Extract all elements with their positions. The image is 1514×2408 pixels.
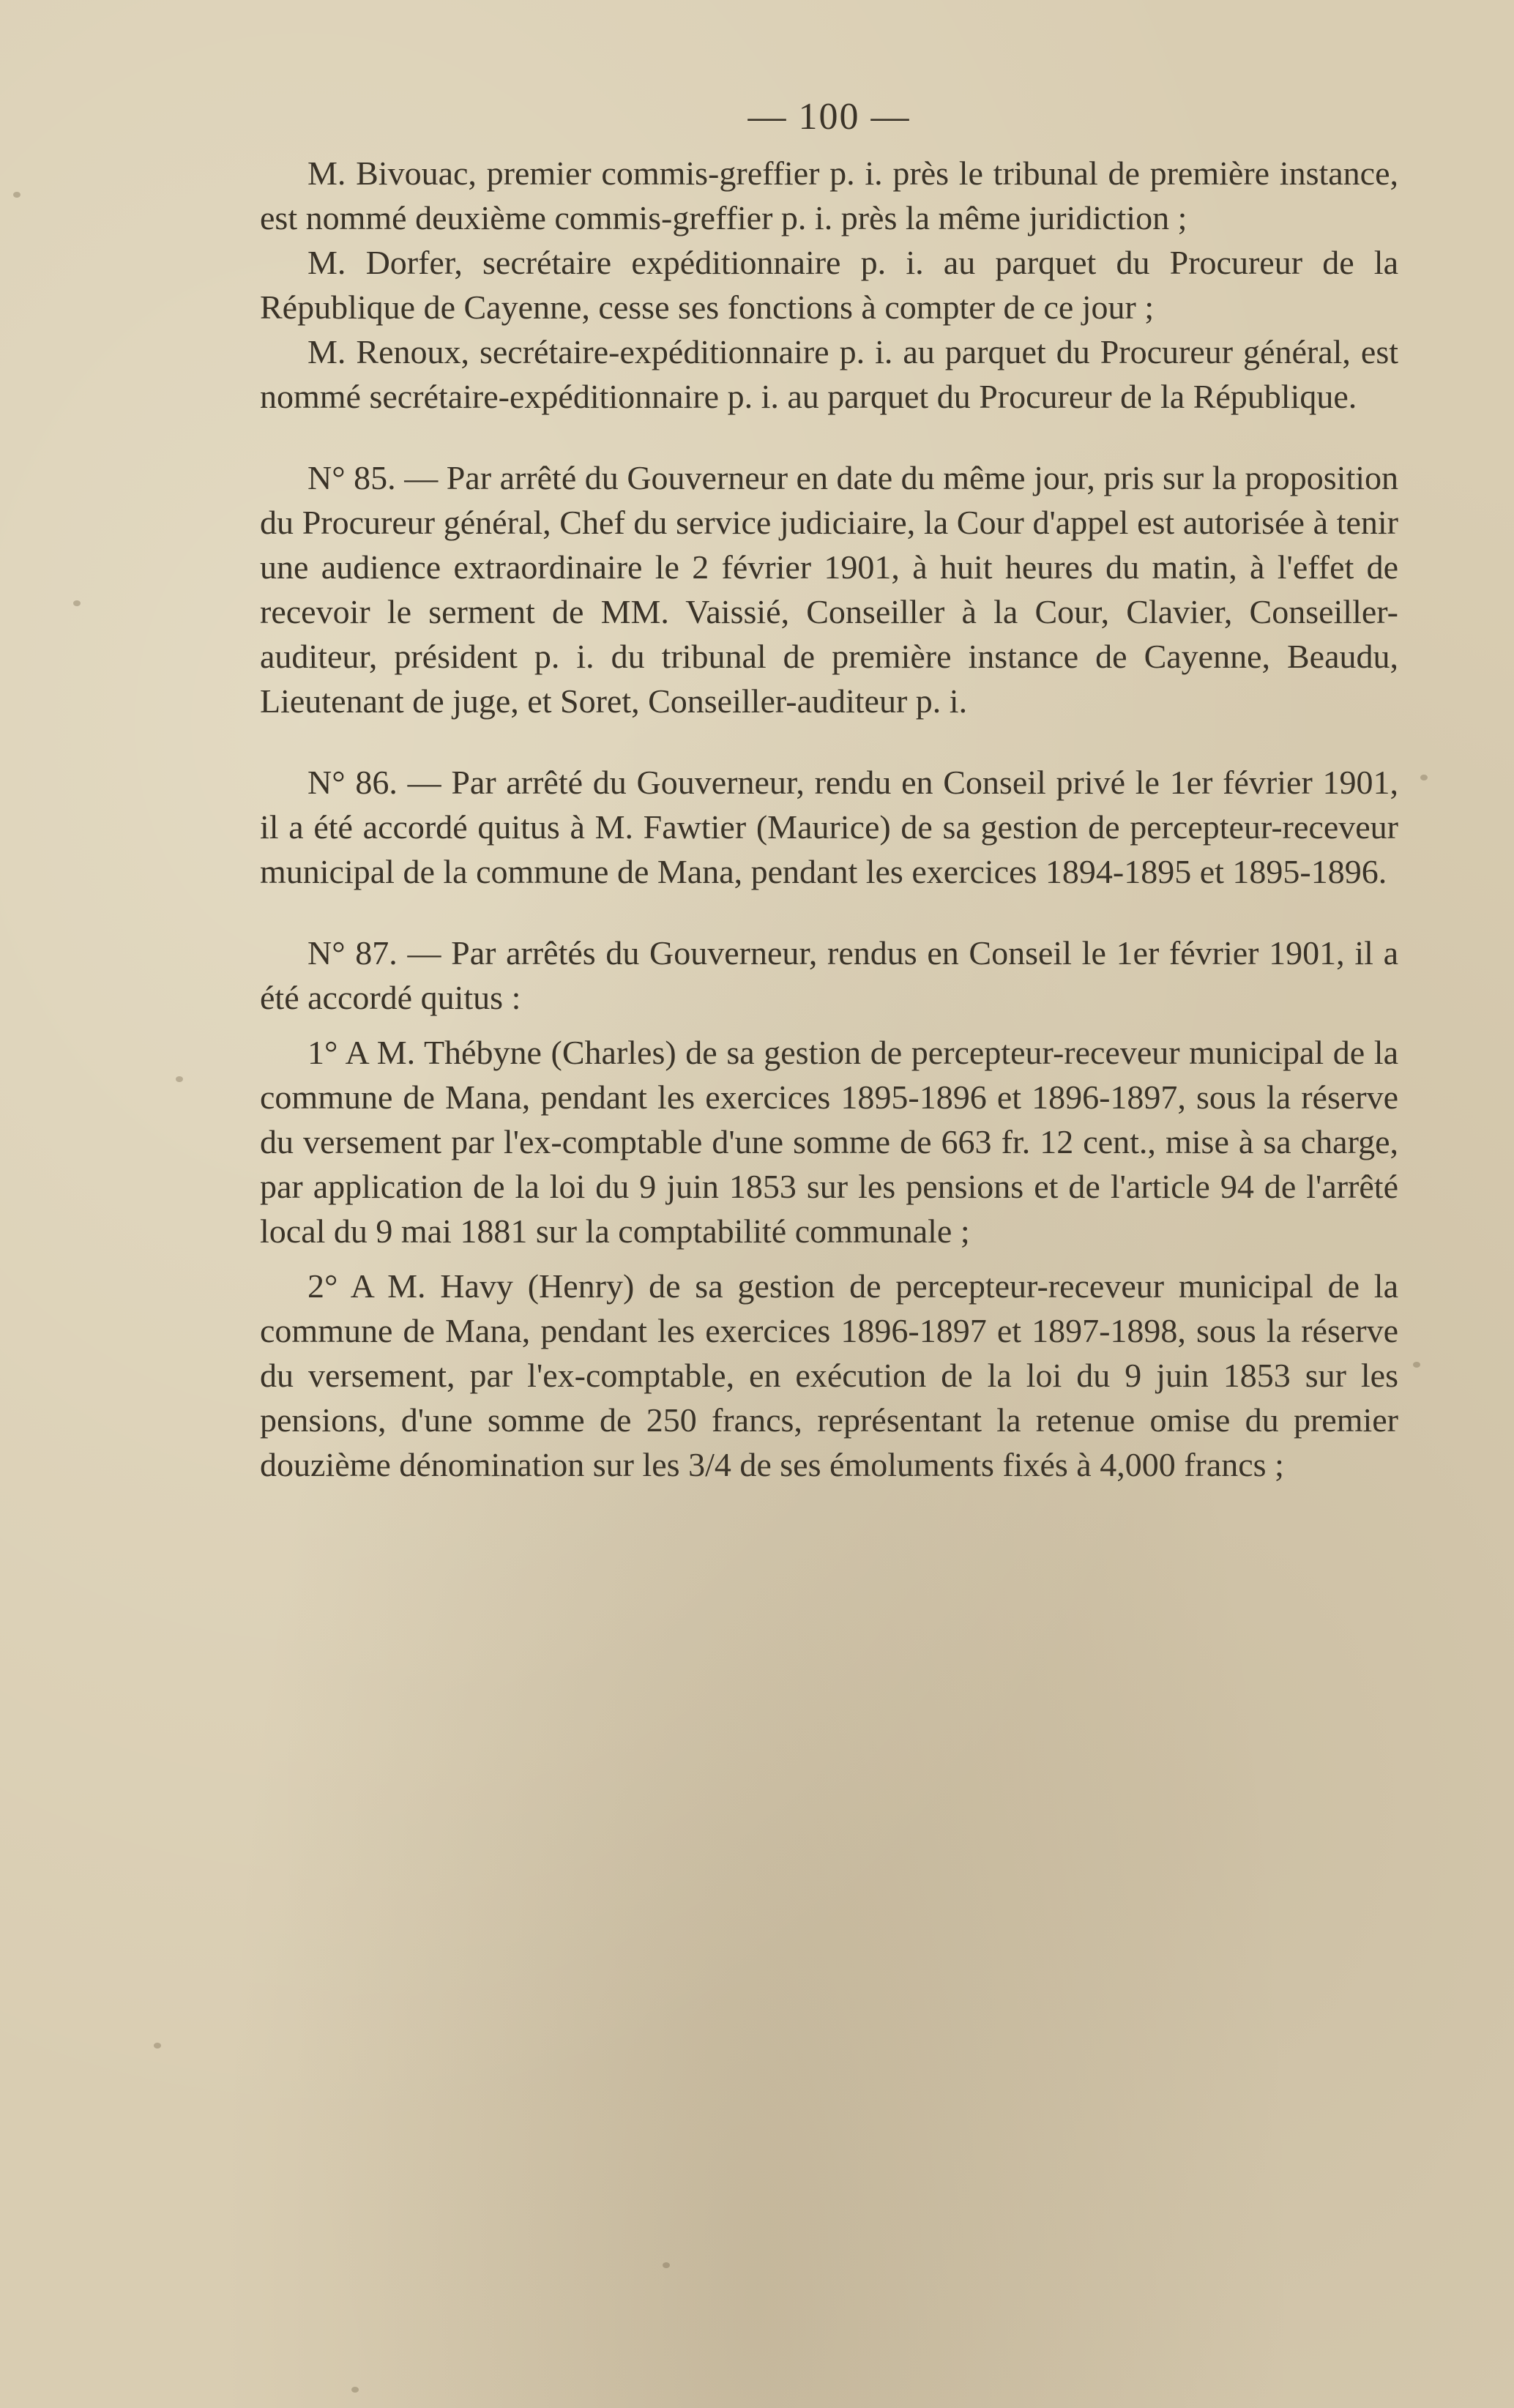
section-gap xyxy=(260,419,1398,455)
section-gap xyxy=(260,894,1398,931)
section-gap xyxy=(260,723,1398,760)
page-number: — 100 — xyxy=(747,96,911,138)
paper-speck xyxy=(154,2043,161,2049)
paper-speck xyxy=(663,2262,670,2268)
paper-speck xyxy=(73,600,81,606)
item-gap xyxy=(260,1253,1398,1264)
paragraph-item-2-havy: 2° A M. Havy (Henry) de sa gestion de percepteur-receveur municipal de la commune de Mana, pendant les exercices 1896-1897 et 1897-1898, sous la réserve du versement, par l'ex-comptable, en exécution de la loi du 9 juin 1853 sur les pensions, d'une somme de 250 francs, représentant la retenue omise du premier douzième dénomination sur les 3/4 de ses émoluments fixés à 4,000 francs ; xyxy=(260,1267,1398,1483)
paper-speck xyxy=(13,192,20,198)
paragraph-item-1-thebyne: 1° A M. Thébyne (Charles) de sa gestion de percepteur-receveur municipal de la commune de Mana, pendant les exercices 1895-1896 et 1896-1897, sous la réserve du versement par l'ex-comptable d'une somme de 663 fr. 12 cent., mise à sa charge, par application de la loi du 9 juin 1853 sur les pensions et de l'article 94 de l'arrêté local du 9 mai 1881 sur la comptabilité communale ; xyxy=(260,1034,1398,1250)
paragraph-no-85: N° 85. — Par arrêté du Gouverneur en date du même jour, pris sur la proposition du Procureur général, Chef du service judiciaire, la Cour d'appel est autorisée à tenir une audience extraordinaire le 2 février 1901, à huit heures du matin, à l'effet de recevoir le serment de MM. Vaissié, Conseiller à la Cour, Clavier, Conseiller-auditeur, président p. i. du tribunal de première instance de Cayenne, Beaudu, Lieutenant de juge, et Soret, Conseiller-auditeur p. i. xyxy=(260,459,1398,720)
paper-speck xyxy=(351,2387,359,2393)
paragraph-no-86: N° 86. — Par arrêté du Gouverneur, rendu en Conseil privé le 1er février 1901, il a été accordé quitus à M. Fawtier (Maurice) de sa gestion de percepteur-receveur municipal de la commune de Mana, pendant les exercices 1894-1895 et 1895-1896. xyxy=(260,764,1398,890)
paragraph-renoux: M. Renoux, secrétaire-expéditionnaire p. i. au parquet du Procureur général, est nommé secrétaire-expéditionnaire p. i. au parquet du Procureur de la République. xyxy=(260,333,1398,415)
paragraph-dorfer: M. Dorfer, secrétaire expéditionnaire p. i. au parquet du Procureur de la République de Cayenne, cesse ses fonctions à compter de ce jour ; xyxy=(260,244,1398,326)
item-gap xyxy=(260,1020,1398,1030)
paragraph-no-87: N° 87. — Par arrêtés du Gouverneur, rendus en Conseil le 1er février 1901, il a été accordé quitus : xyxy=(260,934,1398,1016)
paper-speck xyxy=(1420,775,1428,780)
paragraph-bivouac: M. Bivouac, premier commis-greffier p. i. près le tribunal de première instance, est nommé deuxième commis-greffier p. i. près la même juridiction ; xyxy=(260,154,1398,236)
paper-speck xyxy=(1413,1362,1420,1368)
paper-speck xyxy=(176,1076,183,1082)
document-page xyxy=(260,88,1398,1487)
